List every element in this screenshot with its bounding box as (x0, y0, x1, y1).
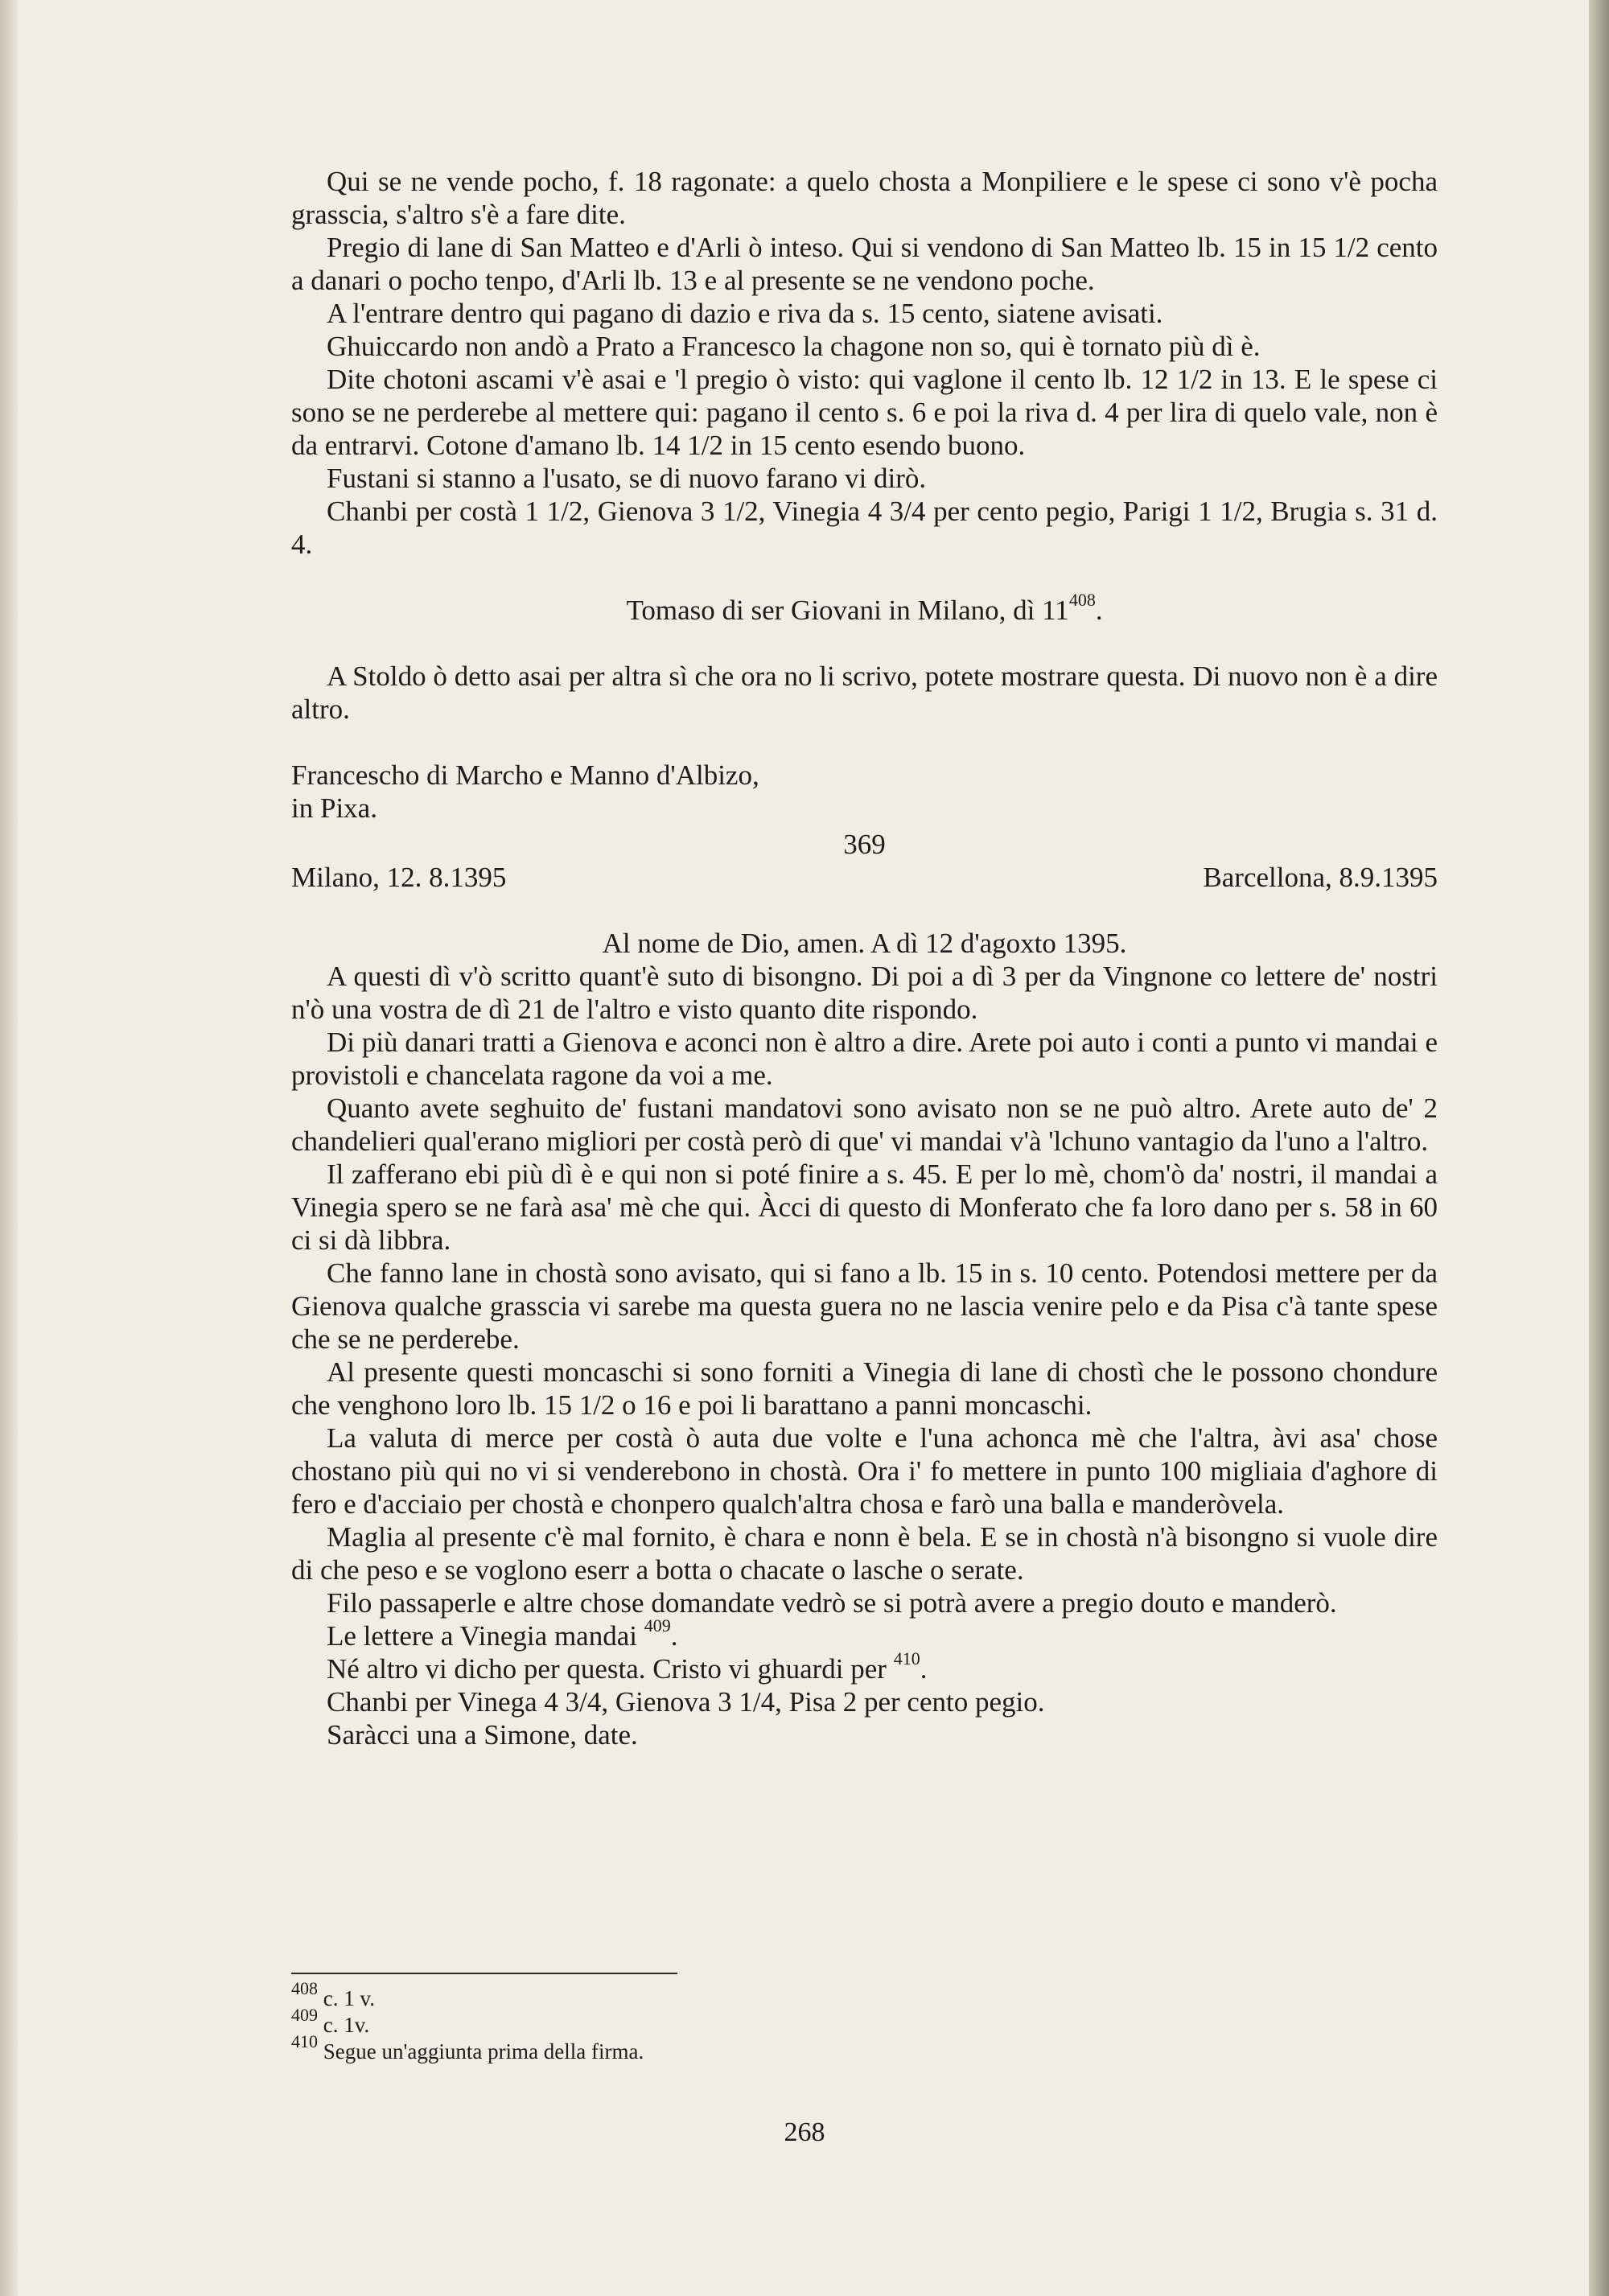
page-edge-shadow (1589, 0, 1609, 2296)
paragraph: A questi dì v'ò scritto quant'è suto di bisongno. Di poi a dì 3 per da Vingnone co lettere de' nostri n'ò una vostra de dì 21 de l'altro e visto quanto dite rispondo. (291, 961, 1438, 1025)
footnote-ref: 409 (644, 1615, 671, 1636)
footnote-divider (291, 1973, 677, 1974)
paragraph: Saràcci una a Simone, date. (327, 1719, 638, 1751)
footnotes (291, 1973, 1015, 2065)
paragraph: Chanbi per Vinega 4 3/4, Gienova 3 1/4, Pisa 2 per cento pegio. (327, 1686, 1045, 1718)
letter-opening: Al nome de Dio, amen. A dì 12 d'agoxto 1395. (602, 928, 1127, 959)
paragraph: Il zafferano ebi più dì è e qui non si poté finire a s. 45. E per lo mè, chom'ò da' nostri, il mandai a Vinegia spero se ne farà asa' mè che qui. Àcci di questo di Monferato che fa loro dano per s. 58 in 60 ci si dà libbra. (291, 1158, 1438, 1256)
letter-destination: Barcellona, 8.9.1395 (1203, 862, 1438, 893)
footnote-ref: 408 (1068, 590, 1096, 611)
address-line: in Pixa. (291, 792, 377, 824)
footnote-ref: 410 (893, 1648, 920, 1669)
footnote: $^{409}$ c. 1v. (291, 2005, 370, 2037)
letter-header (291, 861, 1438, 894)
paragraph: Pregio di lane di San Matteo e d'Arli ò inteso. Qui si vendono di San Matteo lb. 15 in 15 1/2 cento a danari o pocho tenpo, d'Arli lb. 13 e al presente se ne vendono poche. (291, 232, 1438, 296)
footnote: $^{410}$ Segue un'aggiunta prima della firma. (291, 2031, 644, 2064)
paragraph: Chanbi per costà 1 1/2, Gienova 3 1/2, Vinegia 4 3/4 per cento pegio, Parigi 1 1/2, Brugia s. 31 d. 4. (291, 496, 1438, 560)
letter-number: 369 (843, 829, 886, 860)
paragraph: Che fanno lane in chostà sono avisato, qui si fano a lb. 15 in s. 10 cento. Potendosi mettere per da Gienova qualche grasscia vi sarebe ma questa guera no ne lascia venire pelo e da Pisa c'à tante spese che se ne perderebe. (291, 1257, 1438, 1355)
footnote: $^{408}$ c. 1 v. (291, 1978, 375, 2010)
paragraph: Né altro vi dicho per questa. Cristo vi ghuardi per $^{410}$. (327, 1648, 928, 1685)
paragraph: Qui se ne vende pocho, f. 18 ragonate: a quelo chosta a Monpiliere e le spese ci sono v'è pocha grasscia, s'altro s'è a fare dite. (291, 166, 1438, 230)
letter-signature: Tomaso di ser Giovani in Milano, dì $11^{408}$. (626, 590, 1103, 626)
page-gutter-edge (0, 0, 18, 2296)
paragraph: Al presente questi moncaschi si sono forniti a Vinegia di lane di chostì che le possono chondure che venghono loro lb. 15 1/2 o 16 e poi li barattano a panni moncaschi. (291, 1356, 1438, 1421)
paragraph: Maglia al presente c'è mal fornito, è chara e nonn è bela. E se in chostà n'à bisongno si vuole dire di che peso e se voglono eserr a botta o chacate o lasche o serate. (291, 1521, 1438, 1586)
letter-origin: Milano, 12. 8.1395 (291, 862, 507, 893)
paragraph: Ghuiccardo non andò a Prato a Francesco la chagone non so, qui è tornato più dì è. (327, 331, 1261, 362)
paragraph: Di più danari tratti a Gienova e aconci non è altro a dire. Arete poi auto i conti a punto vi mandai e provistoli e chancelata ragone da voi a me. (291, 1027, 1438, 1091)
paragraph: Le lettere a Vinegia mandai $^{409}$. (327, 1615, 678, 1652)
address-line: Francescho di Marcho e Manno d'Albizo, (291, 759, 759, 791)
paragraph: Quanto avete seghuito de' fustani mandatovi sono avisato non se ne può altro. Arete auto de' 2 chandelieri qual'erano migliori per costà però di que' vi mandai v'à 'lchuno vantagio da l'uno a l'altro. (291, 1092, 1438, 1157)
paragraph: La valuta di merce per costà ò auta due volte e l'una achonca mè che l'altra, àvi asa' chose chostano più qui no vi si venderebono in chostà. Ora i' fo mettere in punto 100 migliaia d'aghore di fero e d'acciaio per chostà e chonpero qualch'altra chosa e farò una balla e manderòvela. (291, 1422, 1438, 1520)
page-number: 268 (784, 2117, 825, 2147)
postscript: A Stoldo ò detto asai per altra sì che ora no li scrivo, potete mostrare questa. Di nuovo non è a dire altro. (291, 660, 1438, 725)
paragraph: Dite chotoni ascami v'è asai e 'l pregio ò visto: qui vaglone il cento lb. 12 1/2 in 13. E le spese ci sono se ne perderebe al mettere qui: pagano il cento s. 6 e poi la riva d. 4 per lira di quelo vale, non è da entrarvi. Cotone d'amano lb. 14 1/2 in 15 cento esendo buono. (291, 364, 1438, 461)
paragraph: Fustani si stanno a l'usato, se di nuovo farano vi dirò. (327, 463, 927, 494)
paragraph: Filo passaperle e altre chose domandate vedrò se si potrà avere a pregio douto e manderò. (327, 1587, 1337, 1619)
main-text (291, 165, 1438, 1751)
paragraph: A l'entrare dentro qui pagano di dazio e riva da s. 15 cento, siatene avisati. (327, 298, 1163, 329)
